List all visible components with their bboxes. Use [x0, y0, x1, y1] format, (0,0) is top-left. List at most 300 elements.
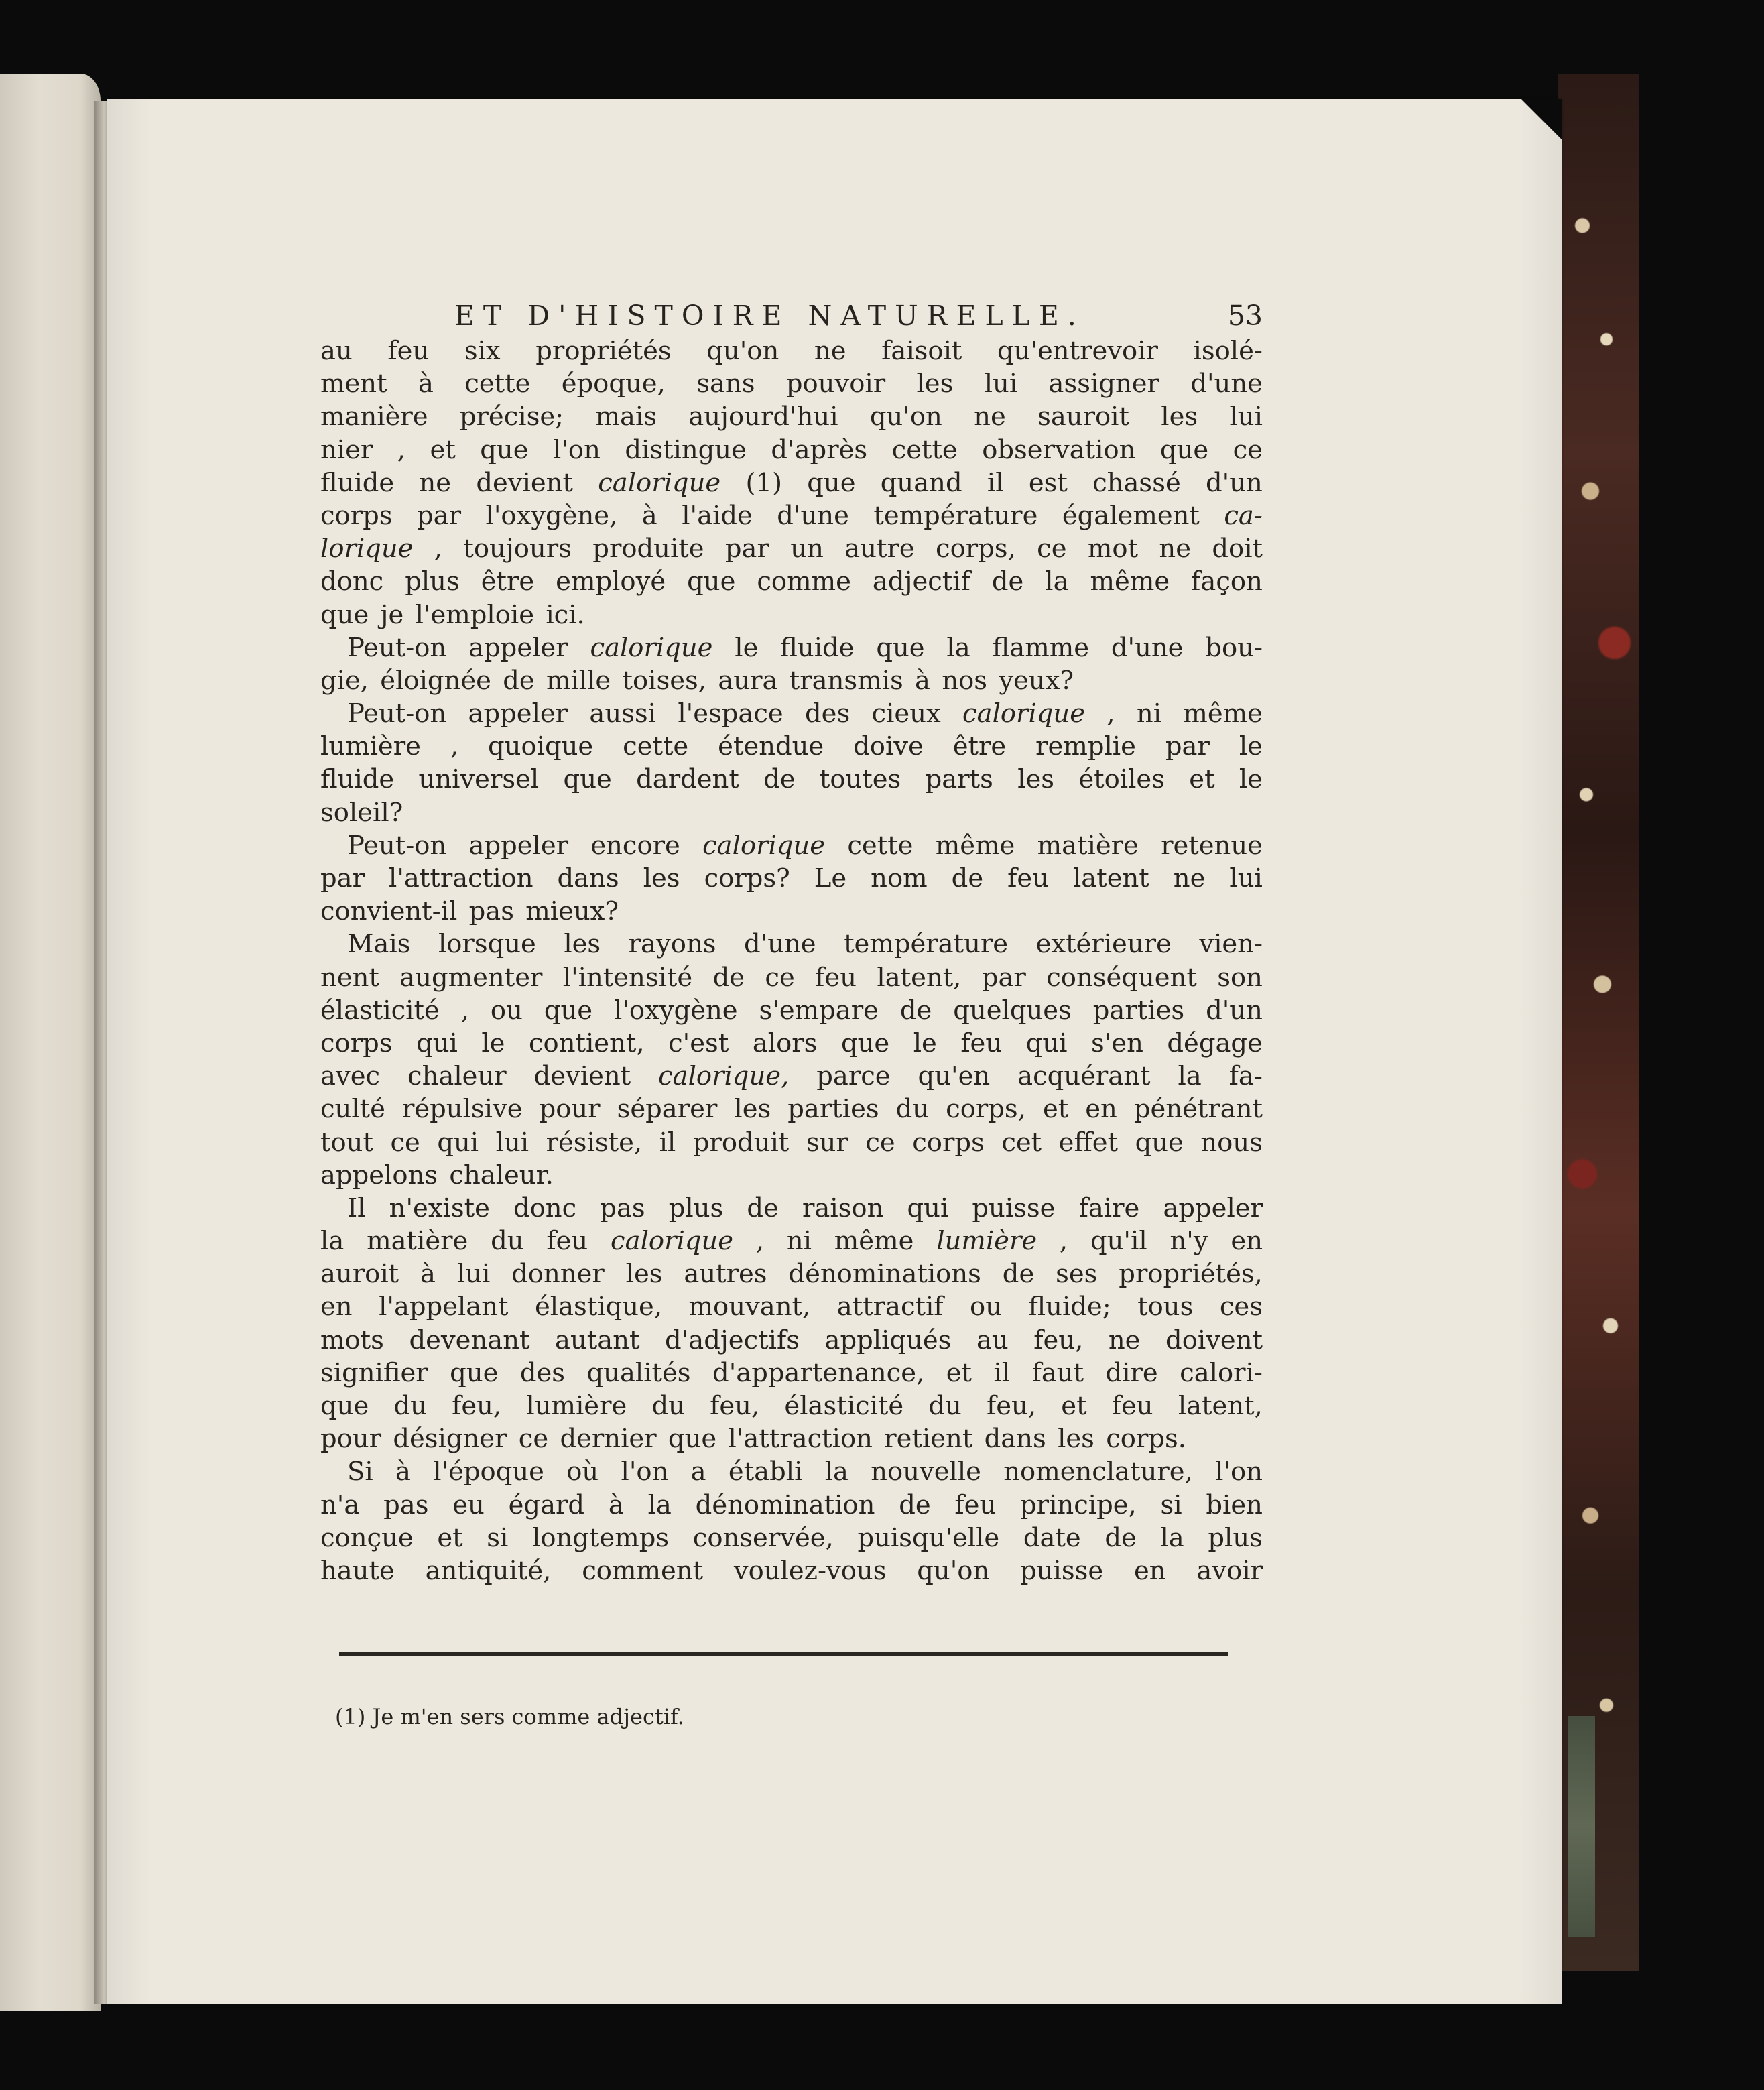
- text-line: [320, 895, 1263, 928]
- word: comme: [757, 566, 851, 597]
- word: l'oxygène: [614, 995, 738, 1026]
- word: l'aide: [682, 500, 753, 531]
- word: effet: [1058, 1127, 1119, 1158]
- word: dernier: [560, 1424, 657, 1455]
- word: de: [747, 1192, 779, 1223]
- marbled-board-edge-accent: [1568, 1716, 1595, 1937]
- word: feu,: [1033, 1325, 1084, 1355]
- word: latent: [1072, 863, 1149, 894]
- word: l'attraction: [728, 1424, 873, 1455]
- word: qu'en: [918, 1061, 991, 1092]
- word: être: [481, 566, 535, 597]
- word: corps.: [1106, 1424, 1187, 1455]
- word: la: [647, 1489, 672, 1520]
- word: lumière: [936, 1226, 1037, 1257]
- word: qui: [907, 1192, 949, 1223]
- word: qu'on: [706, 336, 779, 366]
- text-line: [320, 697, 1263, 730]
- word: feu,: [452, 1391, 502, 1421]
- word: et: [946, 1357, 972, 1388]
- word: parce: [816, 1061, 891, 1092]
- text-line: [320, 1257, 1263, 1290]
- word: ,: [755, 1226, 765, 1257]
- word: assigner: [1048, 369, 1159, 399]
- word: d'après: [771, 434, 868, 465]
- word: les: [1161, 402, 1198, 432]
- word: façon: [1191, 566, 1263, 597]
- word: que: [807, 467, 856, 498]
- word: dire: [1105, 1357, 1158, 1388]
- word: dénominations: [788, 1259, 981, 1290]
- word: calorique: [598, 467, 721, 498]
- word: d'appartenance,: [712, 1357, 925, 1388]
- word: sauroit: [1037, 402, 1129, 432]
- word: ,: [1059, 1226, 1068, 1257]
- word: pas: [383, 1489, 429, 1520]
- word: retient: [884, 1424, 973, 1455]
- word: quand: [880, 467, 962, 498]
- word: gie,: [320, 665, 369, 696]
- word: plus: [405, 566, 460, 597]
- word: autre: [844, 534, 915, 564]
- word: un: [790, 534, 824, 564]
- word: l'emploie: [415, 599, 535, 630]
- text-line: [320, 796, 1263, 829]
- word: la: [1178, 1061, 1202, 1092]
- word: observation: [982, 434, 1136, 465]
- word: contient,: [528, 1028, 645, 1058]
- word: du: [393, 1391, 427, 1421]
- word: feu: [1007, 863, 1049, 894]
- word: six: [464, 336, 501, 366]
- word: parties: [788, 1094, 879, 1125]
- word: adjectif: [872, 566, 970, 597]
- word: plus: [668, 1192, 724, 1223]
- word: transmis: [789, 665, 903, 696]
- word: qui: [416, 1028, 458, 1058]
- word: étendue: [718, 731, 824, 762]
- word: ne: [814, 336, 846, 366]
- word: toujours: [463, 534, 572, 564]
- word: de: [1002, 1259, 1035, 1290]
- word: du: [928, 1391, 962, 1421]
- word: même: [935, 830, 1015, 861]
- word: chassé: [1092, 467, 1181, 498]
- word: du: [491, 1226, 524, 1257]
- word: attractif: [836, 1292, 944, 1323]
- book-page: [107, 99, 1562, 2004]
- word: les: [625, 1259, 663, 1290]
- word: toises,: [622, 665, 707, 696]
- word: d'un: [1206, 467, 1263, 498]
- word: (1): [745, 467, 782, 498]
- word: universel: [418, 764, 540, 795]
- word: et: [437, 1522, 463, 1553]
- word: flamme: [992, 632, 1089, 663]
- word: distingue: [625, 434, 747, 465]
- word: feu: [954, 1489, 997, 1520]
- word: devenant: [409, 1325, 530, 1355]
- word: Peut-on: [347, 830, 447, 861]
- word: cet: [1001, 1127, 1042, 1158]
- word: lui: [1229, 863, 1263, 894]
- word: ce: [865, 1127, 895, 1158]
- word: conçue: [320, 1522, 414, 1553]
- word: lui: [1229, 402, 1263, 432]
- word: l'oxygène,: [485, 500, 618, 531]
- word: tous: [1137, 1292, 1194, 1323]
- text-line: [320, 1357, 1263, 1390]
- word: feu,: [710, 1391, 760, 1421]
- word: désigner: [393, 1424, 507, 1455]
- word: puisqu'elle: [857, 1522, 1000, 1553]
- word: l'espace: [678, 698, 783, 729]
- word: résiste,: [546, 1127, 643, 1158]
- word: d'une: [777, 500, 849, 531]
- text-line: [320, 532, 1263, 565]
- word: à: [395, 1457, 411, 1487]
- word: ,: [1107, 698, 1115, 729]
- word: produit: [692, 1127, 790, 1158]
- footnote-marker: (1): [335, 1704, 366, 1729]
- text-line: [320, 664, 1263, 697]
- word: dégage: [1167, 1028, 1263, 1058]
- word: nent: [320, 962, 379, 993]
- word: toutes: [819, 764, 901, 795]
- word: l'appelant: [379, 1292, 509, 1323]
- word: la: [824, 1457, 848, 1487]
- word: ne: [419, 467, 452, 498]
- word: pour: [539, 1094, 601, 1125]
- word: sans: [696, 369, 755, 399]
- footnote-rule: [339, 1652, 1228, 1656]
- word: chaleur.: [449, 1160, 554, 1190]
- word: qui: [437, 1127, 479, 1158]
- word: encore: [590, 830, 680, 861]
- word: pour: [320, 1424, 382, 1455]
- word: de: [503, 665, 535, 696]
- word: Peut-on: [347, 632, 447, 663]
- word: nouvelle: [871, 1457, 981, 1487]
- word: lui: [456, 1259, 491, 1290]
- word: Si: [347, 1457, 373, 1487]
- word: puisse: [1020, 1555, 1104, 1586]
- word: a: [690, 1457, 706, 1487]
- word: faire: [1078, 1192, 1140, 1223]
- text-line: [320, 1455, 1263, 1488]
- word: fluide;: [1028, 1292, 1111, 1323]
- word: par: [1165, 731, 1210, 762]
- word: plus: [1208, 1522, 1263, 1553]
- word: conséquent: [1046, 962, 1197, 993]
- word: nous: [1200, 1127, 1263, 1158]
- word: matière: [367, 1226, 468, 1257]
- word: bien: [1206, 1489, 1263, 1520]
- word: même: [834, 1226, 914, 1257]
- word: latent,: [1178, 1391, 1263, 1421]
- word: d'un: [1206, 995, 1263, 1026]
- word: que: [687, 566, 736, 597]
- word: qu'on: [869, 402, 942, 432]
- word: qui: [1025, 1028, 1068, 1058]
- word: éloignée: [380, 665, 491, 696]
- word: que: [563, 764, 612, 795]
- word: l'attraction: [389, 863, 533, 894]
- running-head: [320, 297, 1263, 334]
- word: pas: [468, 896, 514, 927]
- word: ,: [434, 534, 443, 564]
- word: pouvoir: [785, 369, 886, 399]
- word: augmenter: [399, 962, 543, 993]
- word: fa-: [1228, 1061, 1263, 1092]
- text-line: [320, 829, 1263, 862]
- word: avec: [320, 1061, 381, 1092]
- word: feu: [1111, 1391, 1153, 1421]
- word: ce: [518, 1424, 549, 1455]
- word: corps: [320, 1028, 393, 1058]
- word: employé: [556, 566, 666, 597]
- word: fluide: [780, 632, 855, 663]
- word: l'on: [553, 434, 601, 465]
- word: de: [763, 764, 796, 795]
- word: il: [659, 1127, 676, 1158]
- word: ne: [974, 402, 1006, 432]
- word: dardent: [636, 764, 739, 795]
- word: calorique: [611, 1226, 733, 1257]
- word: corps?: [704, 863, 790, 894]
- word: appeler: [468, 632, 568, 663]
- word: dénomination: [695, 1489, 875, 1520]
- word: feu: [546, 1226, 588, 1257]
- word: d'adjectifs: [665, 1325, 800, 1355]
- word: que: [480, 434, 529, 465]
- word: haute: [320, 1555, 395, 1586]
- word: ment: [320, 369, 387, 399]
- word: soleil?: [320, 797, 403, 828]
- word: auroit: [320, 1259, 399, 1290]
- word: à: [915, 665, 931, 696]
- text-line: [320, 730, 1263, 763]
- word: il: [987, 467, 1004, 498]
- word: de: [991, 566, 1024, 597]
- text-line: [320, 1093, 1263, 1125]
- text-line: [320, 1290, 1263, 1323]
- word: température: [873, 500, 1038, 531]
- word: nomenclature,: [1003, 1457, 1193, 1487]
- word: qu'on: [917, 1555, 990, 1586]
- text-line: [320, 1390, 1263, 1422]
- word: la: [1045, 566, 1069, 597]
- word: et: [1189, 764, 1215, 795]
- word: comment: [582, 1555, 704, 1586]
- text-line: [320, 961, 1263, 994]
- word: mieux?: [525, 896, 619, 927]
- word: par: [724, 534, 769, 564]
- word: lumière: [526, 1391, 627, 1421]
- word: vien-: [1199, 929, 1263, 960]
- word: que: [320, 599, 369, 630]
- word: je: [380, 599, 404, 630]
- word: feu: [815, 962, 857, 993]
- word: en: [1085, 1094, 1117, 1125]
- word: que: [876, 632, 925, 663]
- word: à: [418, 369, 434, 399]
- word: les: [564, 929, 601, 960]
- word: l'époque: [433, 1457, 544, 1487]
- word: la: [1160, 1522, 1184, 1553]
- word: appeler: [468, 830, 569, 861]
- word: le: [1239, 731, 1263, 762]
- word: puisse: [972, 1192, 1056, 1223]
- word: doivent: [1166, 1325, 1263, 1355]
- word: l'on: [1215, 1457, 1263, 1487]
- word: l'on: [621, 1457, 669, 1487]
- word: s'en: [1090, 1028, 1143, 1058]
- text-line: [320, 367, 1263, 400]
- word: les: [734, 1094, 771, 1125]
- word: que: [450, 1357, 499, 1388]
- word: ca-: [1224, 500, 1263, 531]
- word: dans: [984, 1424, 1046, 1455]
- word: s'empare: [759, 995, 879, 1026]
- word: c'est: [668, 1028, 729, 1058]
- word: ne: [1173, 863, 1206, 894]
- word: produite: [592, 534, 704, 564]
- word: ,: [460, 995, 469, 1026]
- text-line: [320, 400, 1263, 433]
- footnote: [335, 1704, 684, 1729]
- word: mots: [320, 1325, 384, 1355]
- word: même: [1090, 566, 1170, 597]
- word: lumière: [320, 731, 421, 762]
- word: acquérant: [1017, 1061, 1151, 1092]
- word: fluide: [320, 467, 395, 498]
- word: les: [1017, 764, 1055, 795]
- word: qualités: [586, 1357, 691, 1388]
- word: aujourd'hui: [688, 402, 838, 432]
- footnote-text: Je m'en sers comme adjectif.: [372, 1704, 684, 1729]
- word: la: [946, 632, 970, 663]
- word: égard: [508, 1489, 585, 1520]
- word: propriétés,: [1119, 1259, 1263, 1290]
- word: l'intensité: [562, 962, 693, 993]
- word: sur: [806, 1127, 848, 1158]
- word: conservée,: [692, 1522, 834, 1553]
- word: parts: [925, 764, 993, 795]
- running-title: ET D'HISTOIRE NATURELLE.: [454, 300, 1085, 332]
- word: des: [805, 698, 850, 729]
- word: mot: [1087, 534, 1139, 564]
- word: être: [952, 731, 1007, 762]
- word: signifier: [320, 1357, 428, 1388]
- word: ce: [390, 1127, 420, 1158]
- word: en: [1231, 1226, 1263, 1257]
- word: eu: [452, 1489, 485, 1520]
- word: latent,: [877, 962, 962, 993]
- word: au: [320, 336, 353, 366]
- word: lui: [495, 1127, 529, 1158]
- word: autant: [555, 1325, 640, 1355]
- word: le: [1239, 764, 1263, 795]
- text-line: [320, 763, 1263, 796]
- word: du: [895, 1094, 930, 1125]
- word: ses: [1056, 1259, 1098, 1290]
- word: devient: [476, 467, 573, 498]
- word: mais: [595, 402, 657, 432]
- text-line: [320, 1554, 1263, 1587]
- word: chaleur: [407, 1061, 507, 1092]
- word: que: [1159, 434, 1209, 465]
- word: autres: [684, 1259, 767, 1290]
- word: répulsive: [401, 1094, 523, 1125]
- word: cette: [891, 434, 958, 465]
- word: dans: [557, 863, 619, 894]
- word: rayons: [628, 929, 716, 960]
- text-line: [320, 1027, 1263, 1060]
- word: de: [899, 995, 932, 1026]
- word: nos: [942, 665, 988, 696]
- word: d'une: [1111, 632, 1184, 663]
- word: par: [417, 500, 462, 531]
- word: les: [916, 369, 954, 399]
- word: si: [1160, 1489, 1182, 1520]
- word: isolé-: [1193, 336, 1263, 366]
- word: de: [899, 1489, 931, 1520]
- word: lui: [984, 369, 1018, 399]
- text-block: [320, 297, 1263, 1587]
- word: si: [487, 1522, 509, 1553]
- word: le: [913, 1028, 937, 1058]
- word: qu'il: [1090, 1226, 1147, 1257]
- text-line: [320, 928, 1263, 961]
- text-line: [320, 1159, 1263, 1192]
- word: quelques: [953, 995, 1072, 1026]
- word: Peut-on: [347, 698, 447, 729]
- word: la: [320, 1226, 344, 1257]
- word: propriétés: [536, 336, 672, 366]
- word: étoiles: [1078, 764, 1165, 795]
- word: au: [976, 1325, 1009, 1355]
- folded-corner: [1521, 99, 1562, 139]
- word: il: [993, 1357, 1011, 1388]
- word: d'une: [743, 929, 816, 960]
- word: tout: [320, 1127, 373, 1158]
- word: le: [735, 632, 759, 663]
- word: et: [430, 434, 456, 465]
- word: les: [1058, 1424, 1094, 1455]
- word: doive: [853, 731, 924, 762]
- word: qu'entrevoir: [997, 336, 1158, 366]
- word: fluide: [320, 764, 395, 795]
- word: culté: [320, 1094, 385, 1125]
- word: et: [1061, 1391, 1087, 1421]
- word: calori-: [1180, 1357, 1263, 1388]
- word: ou: [970, 1292, 1003, 1323]
- text-line: [320, 1489, 1263, 1522]
- word: antiquité,: [425, 1555, 552, 1586]
- word: faisoit: [881, 336, 962, 366]
- word: devient: [533, 1061, 631, 1092]
- word: à: [608, 1489, 624, 1520]
- word: aussi: [589, 698, 656, 729]
- word: remplie: [1035, 731, 1136, 762]
- word: même: [1183, 698, 1263, 729]
- word: Le: [814, 863, 847, 894]
- word: retenue: [1161, 830, 1263, 861]
- word: établi: [728, 1457, 803, 1487]
- word: quoique: [488, 731, 594, 762]
- page-number: 53: [1227, 300, 1263, 332]
